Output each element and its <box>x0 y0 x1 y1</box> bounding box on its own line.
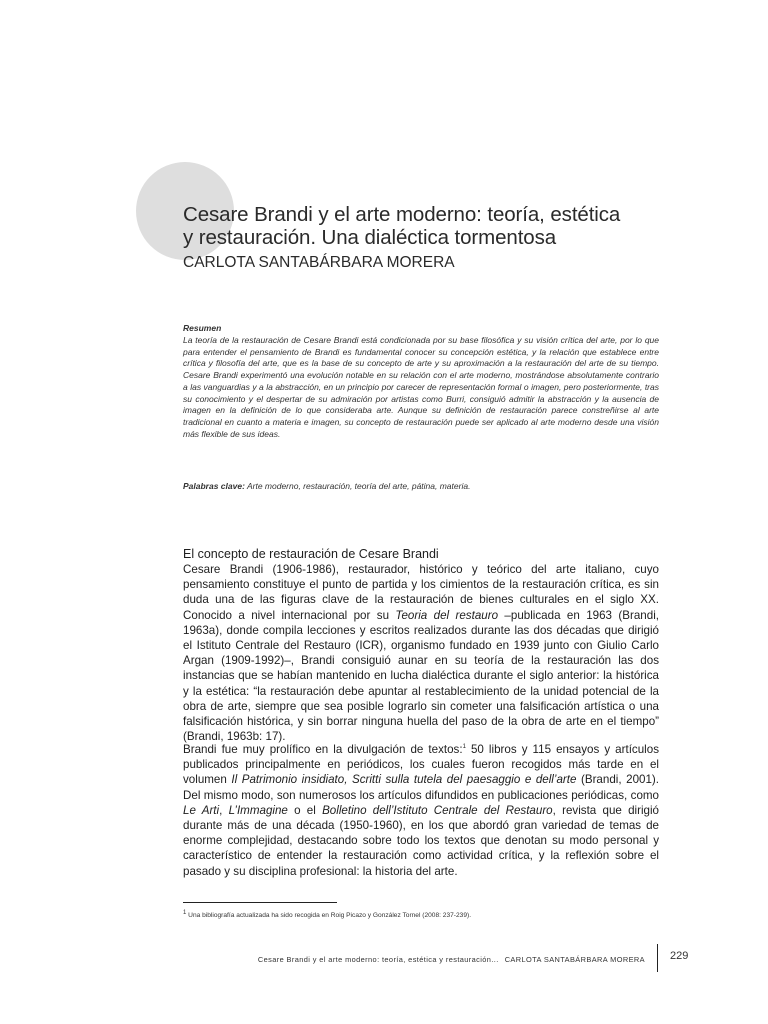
p2-text-f: , revista que dirigió durante más de una década (1950-1960), en los que abordó gran variedad de temas de enorme complejidad, destacando sobre todo los textos que denotan su modo personal y característico de entender la restauración como actividad crítica, y la reflexión sobre el pasado y su disciplina profesional: la historia del arte. <box>183 803 660 878</box>
footnote-text: Una bibliografía actualizada ha sido recogida en Roig Picazo y González Tornel (2008: 237-239). <box>186 912 472 919</box>
p1-italic-title: Teoria del restauro <box>395 608 499 622</box>
p2-italic-4: Bolletino dell’Istituto Centrale del Restauro <box>322 803 553 817</box>
running-footer-title: Cesare Brandi y el arte moderno: teoría, estética y restauración... <box>257 955 499 964</box>
p2-italic-2: Le Arti <box>183 803 220 817</box>
title-line-1: Cesare Brandi y el arte moderno: teoría, estética <box>183 203 621 226</box>
title-line-2: y restauración. Una dialéctica tormentosa <box>183 226 557 249</box>
abstract-heading: Resumen <box>183 323 222 333</box>
p2-text-e: o el <box>287 803 323 817</box>
page-number: 229 <box>670 950 689 962</box>
footer-vertical-rule <box>657 944 658 972</box>
keywords-label: Palabras clave: <box>183 481 245 491</box>
footnote <box>183 911 659 920</box>
footnote-divider <box>183 902 337 903</box>
p2-text-a: Brandi fue muy prolífico en la divulgación de textos: <box>183 743 463 756</box>
footnote-ref[interactable]: 1 <box>462 744 466 751</box>
p2-text-d: , <box>219 803 229 817</box>
body-paragraph-2 <box>183 742 659 879</box>
p1-text-a: Cesare Brandi (1906-1986), restaurador, histórico y teórico del arte italiano, cuyo pensamiento constituye el punto de partida y los cimientos de la restauración crítica, es sin duda una de las figuras clave de la restauración de bienes culturales en el siglo XX. Conocido a nivel internacional por su <box>183 563 659 622</box>
abstract-block <box>183 323 659 441</box>
p2-italic-1: Il Patrimonio insidiato, Scritti sulla tutela del paesaggio e dell’arte <box>231 773 577 787</box>
running-footer-author: CARLOTA SANTABÁRBARA MORERA <box>504 955 645 964</box>
p2-italic-3: L’Immagine <box>228 803 288 817</box>
abstract-text: La teoría de la restauración de Cesare Brandi está condicionada por su base filosófica y su visión crítica del arte, por lo que para entender el pensamiento de Brandi es fundamental conocer su concepción estética, y la relación que establece entre crítica y filosofía del arte, que es la base de su concepto de arte y su aproximación a la restauración del arte de su tiempo. Cesare Brandi experimentó una evolución notable en su relación con el arte moderno, mostrándose absolutamente contrario a las vanguardias y a la abstracción, en un principio por carecer de representación formal o imagen, pero posteriormente, tras su conocimiento y el despertar de su admiración por artistas como Burri, consiguió admitir la abstracción y la ausencia de imagen en la definición de lo que consideraba arte. Aunque su definición de restauración parece constreñirse al arte tradicional en cuanto a materia e imagen, su concepto de restauración puede ser aplicado al arte moderno desde una visión más flexible de sus ideas. <box>183 334 659 439</box>
p2-text-b: 50 libros y 115 ensayos y artículos publicados principalmente en periódicos, los cuales fueron recogidos más tarde en el volumen <box>183 743 660 787</box>
keywords <box>183 480 659 492</box>
keywords-text: Arte moderno, restauración, teoría del arte, pátina, materia. <box>244 481 471 491</box>
footnote-mark: 1 <box>183 909 187 916</box>
running-footer <box>258 955 645 964</box>
article-author: CARLOTA SANTABÁRBARA MORERA <box>183 254 455 271</box>
section-heading: El concepto de restauración de Cesare Brandi <box>183 547 439 561</box>
p1-text-b: –publicada en 1963 (Brandi, 1963a), donde compila lecciones y escritos realizados durante las dos décadas que dirigió el Istituto Centrale del Restauro (ICR), organismo fundado en 1939 junto con Giulio Carlo Argan (1909-1992)–, Brandi consiguió aunar en su teoría de la restauración las dos instancias que se habían mantenido en lucha dialéctica durante el siglo anterior: la histórica y la estética: “la restauración debe apuntar al restablecimiento de la unidad potencial de la obra de arte, siempre que sea posible lograrlo sin cometer una falsificación artística o una falsificación histórica, y sin borrar ninguna huella del paso de la obra de arte en el tiempo” (Brandi, 1963b: 17). <box>183 608 659 744</box>
article-title <box>183 203 703 249</box>
body-paragraph-1 <box>183 562 659 744</box>
p2-text-c: (Brandi, 2001). Del mismo modo, son numerosos los artículos difundidos en publicaciones periódicas, como <box>183 773 659 802</box>
